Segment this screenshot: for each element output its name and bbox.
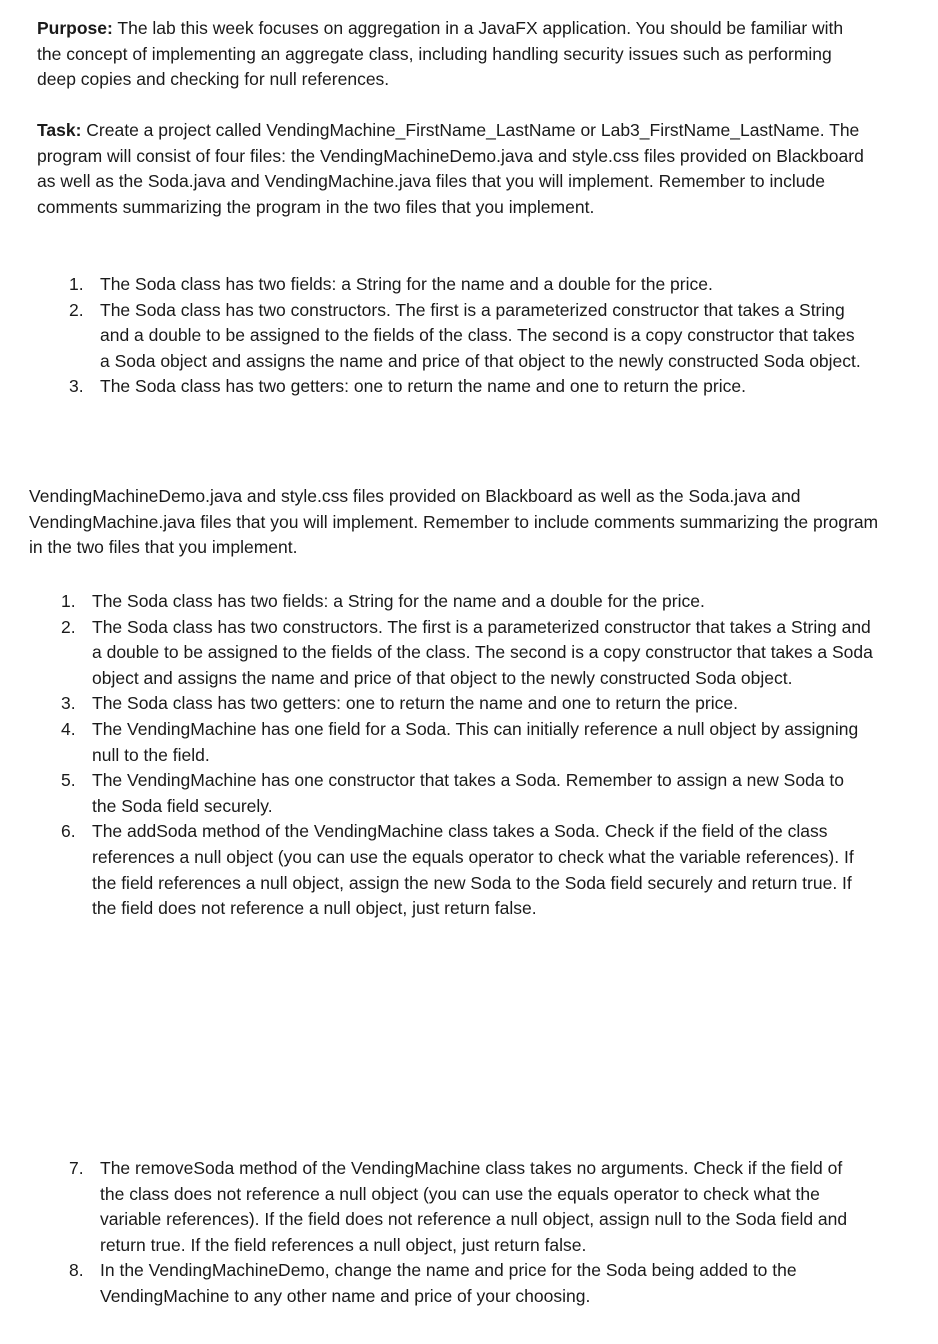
list-item <box>69 374 869 400</box>
list-item <box>69 1258 869 1309</box>
item-text: The Soda class has two getters: one to return the name and one to return the price. <box>92 693 738 714</box>
item-text: The Soda class has two constructors. The first is a parameterized constructor that takes a String and a double to be assigned to the fields of the class. The second is a copy constructor that takes a Soda object and assigns the name and price of that object to the newly constructed Soda object. <box>100 299 861 371</box>
item-text: The Soda class has two constructors. The first is a parameterized constructor that takes a String and a double to be assigned to the fields of the class. The second is a copy constructor that takes a Soda object and assigns the name and price of that object to the newly constructed Soda object. <box>92 616 873 688</box>
item-text: The addSoda method of the VendingMachine class takes a Soda. Check if the field of the class references a null object (you can use the equals operator to check what the variable references). If the field references a null object, assign the new Soda to the Soda field securely and return true. If the field does not reference a null object, just return false. <box>92 821 854 919</box>
item-number: 2. <box>61 616 76 637</box>
steps-list-second <box>61 589 873 922</box>
item-text: The VendingMachine has one field for a Soda. This can initially reference a null object by assigning null to the field. <box>92 718 859 765</box>
task-continued-paragraph <box>29 484 879 561</box>
item-number: 4. <box>61 718 76 739</box>
purpose-label: Purpose: <box>37 18 113 38</box>
list-item <box>61 615 873 692</box>
item-text: In the VendingMachineDemo, change the name and price for the Soda being added to the VendingMachine to any other name and price of your choosing. <box>100 1260 797 1306</box>
continued-text: VendingMachineDemo.java and style.css files provided on Blackboard as well as the Soda.java and VendingMachine.java files that you will implement. Remember to include comments summarizing the program in the two files that you implement. <box>29 486 879 558</box>
purpose-paragraph <box>37 16 867 93</box>
task-paragraph <box>37 118 867 220</box>
task-label: Task: <box>37 120 82 140</box>
item-number: 2. <box>69 299 84 320</box>
item-number: 5. <box>61 770 76 791</box>
list-item <box>69 298 869 375</box>
item-number: 8. <box>69 1260 84 1281</box>
item-text: The Soda class has two fields: a String for the name and a double for the price. <box>92 591 705 611</box>
item-number: 7. <box>69 1158 84 1178</box>
steps-list-first <box>69 272 869 400</box>
list-item <box>61 819 873 921</box>
item-number: 1. <box>69 274 84 294</box>
list-item <box>61 691 873 717</box>
steps-list-third <box>69 1156 869 1310</box>
item-text: The removeSoda method of the VendingMachine class takes no arguments. Check if the field of the class does not reference a null object (you can use the equals operator to check what the variable references). If the field does not reference a null object, assign null to the Soda field and return true. If the field references a null object, just return false. <box>100 1158 848 1255</box>
item-text: The Soda class has two getters: one to return the name and one to return the price. <box>100 376 746 397</box>
task-text: Create a project called VendingMachine_FirstName_LastName or Lab3_FirstName_LastName. The program will consist of four files: the VendingMachineDemo.java and style.css files provided on Blackboard as well as the Soda.java and VendingMachine.java files that you will implement. Remember to include comments summarizing the program in the two files that you implement. <box>37 120 864 217</box>
item-text: The Soda class has two fields: a String for the name and a double for the price. <box>100 274 713 294</box>
item-number: 1. <box>61 591 76 611</box>
purpose-text: The lab this week focuses on aggregation in a JavaFX application. You should be familiar with the concept of implementing an aggregate class, including handling security issues such as performing deep copies and checking for null references. <box>37 18 844 90</box>
list-item <box>61 717 873 768</box>
list-item <box>61 768 873 819</box>
item-number: 3. <box>61 693 76 714</box>
list-item <box>69 1156 869 1258</box>
item-number: 6. <box>61 821 76 842</box>
item-text: The VendingMachine has one constructor that takes a Soda. Remember to assign a new Soda to the Soda field securely. <box>92 770 844 816</box>
item-number: 3. <box>69 376 84 397</box>
list-item <box>61 589 873 615</box>
list-item <box>69 272 869 298</box>
